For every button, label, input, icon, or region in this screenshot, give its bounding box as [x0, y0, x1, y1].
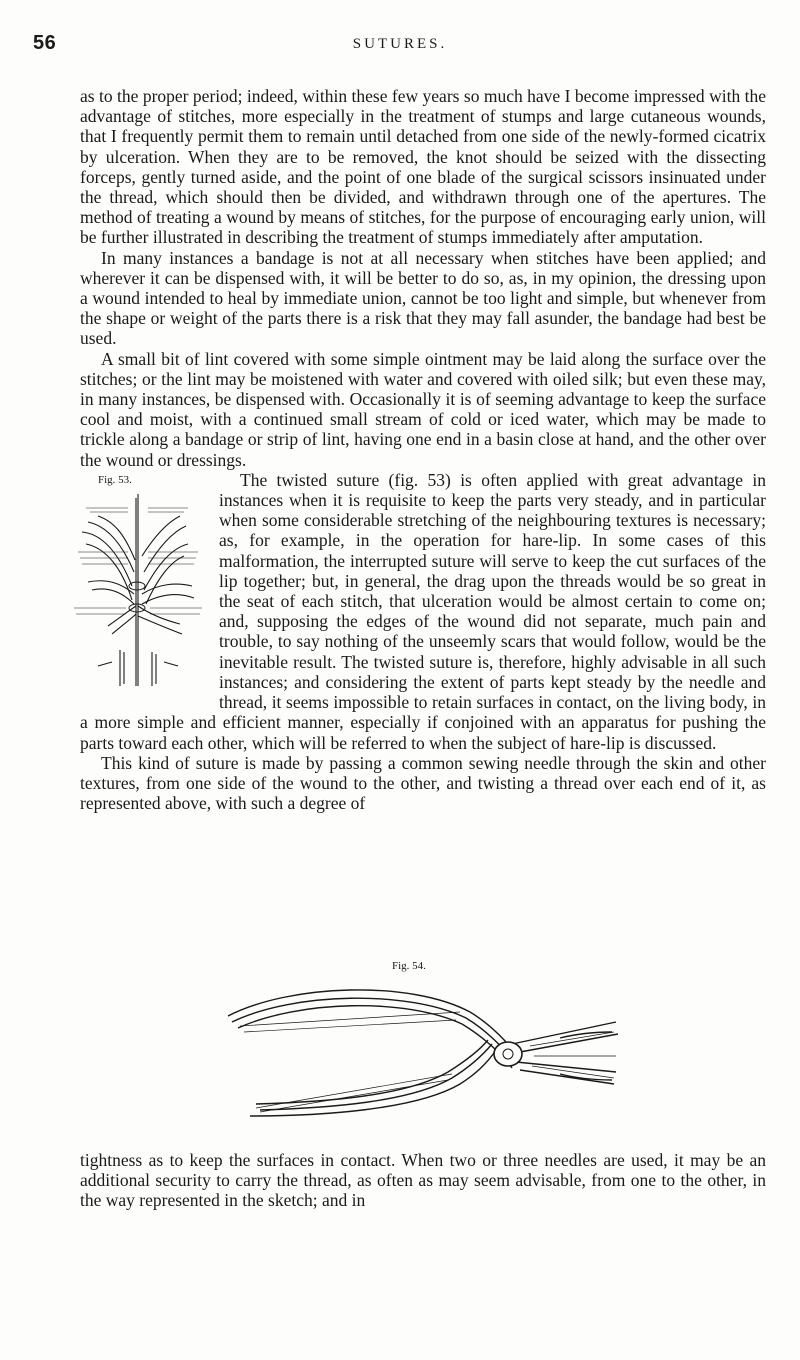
paragraph-suture-method: This kind of suture is made by passing a common sewing needle through the skin and other textures, from one side of the wound to the other, and twisting a thread over each end of it, as represented above, with such a degree of: [80, 752, 766, 814]
paragraph-continued: as to the proper period; indeed, within these few years so much have I become impressed with the advantage of stitches, more especially in the treatment of stumps and large cutaneous wounds, that I frequently permit them to remain until detached from one side of the newly-formed cicatrix by ulceration. When they are to be removed, the knot should be seized with the dissecting forceps, gently turned aside, and the point of one blade of the surgical scissors insinuated under the thread, which should then be divided, and withdrawn through one of the apertures. The method of treating a wound by means of stitches, for the purpose of encouraging early union, will be further illustrated in describing the treatment of stumps immediately after amputation.: [80, 86, 766, 248]
page-header: [0, 32, 800, 56]
paragraph-lint: [80, 349, 766, 470]
figure-53-twisted-suture: [68, 470, 209, 698]
needle-forceps-illustration: [220, 982, 620, 1132]
paragraph-tightness: tightness as to keep the surfaces in contact. When two or three needles are used, it may be an additional security to carry the thread, as often as may seem advisable, from one to the other, in the way represented in the sketch; and in: [80, 1150, 766, 1211]
running-head: SUTURES.: [352, 36, 448, 52]
paragraph-twisted-suture: The twisted suture (fig. 53) is often applied with great advantage in instances when it is requisite to keep the parts very steady, and in particular when some considerable stretching of the neighbouring textures is necessary; as, for example, in the operation for hare-lip. In some cases of this malformation, the interrupted suture will serve to keep the cut surfaces of the lip together; but, in general, the drag upon the threads would be so great in the seat of each stitch, that ulceration would be almost certain to come on; and, supposing the edges of the wound did not separate, much pain and trouble, to say nothing of the unseemly scars that would follow, would be the inevitable result. The twisted suture is, therefore, highly advisable in all such instances; and considering the extent of parts kept steady by the needle and thread, it seems impossible to retain surfaces in contact, on the living body, in a more simple and efficient manner, especially if conjoined with an apparatus for pushing the parts toward each other, which will be referred to when the subject of hare-lip is discussed.: [80, 469, 766, 753]
page-number: 56: [33, 32, 57, 54]
paragraph-lint-text: A small bit of lint covered with some simple ointment may be laid along the surface over the stitches; or the lint may be moistened with water and covered with oiled silk; but even these may, in many instances, be dispensed with. Occasionally it is of seeming advantage to keep the surface cool and moist, with a continued small stream of cold or iced water, which may be made to trickle along a bandage or strip of lint, having one end in a basin close at hand, and the other over the wound or dressings.: [80, 348, 766, 470]
twisted-suture-illustration: [68, 486, 209, 686]
paragraph-bandage: In many instances a bandage is not at all necessary when stitches have been applied; and wherever it can be dispensed with, it will be better to do so, as, in my opinion, the dressing upon a wound intended to heal by immediate union, cannot be too light and simple, but whenever from the shape or weight of the parts there is a risk that they may fall asunder, the bandage had best be used.: [80, 247, 766, 349]
figure-53-label: Fig. 53.: [98, 473, 132, 486]
text-block-bottom: [80, 1150, 766, 1211]
text-block-top: [80, 86, 766, 813]
figure-54-label: Fig. 54.: [392, 960, 426, 972]
figure-54-needle-forceps: [220, 960, 620, 1135]
